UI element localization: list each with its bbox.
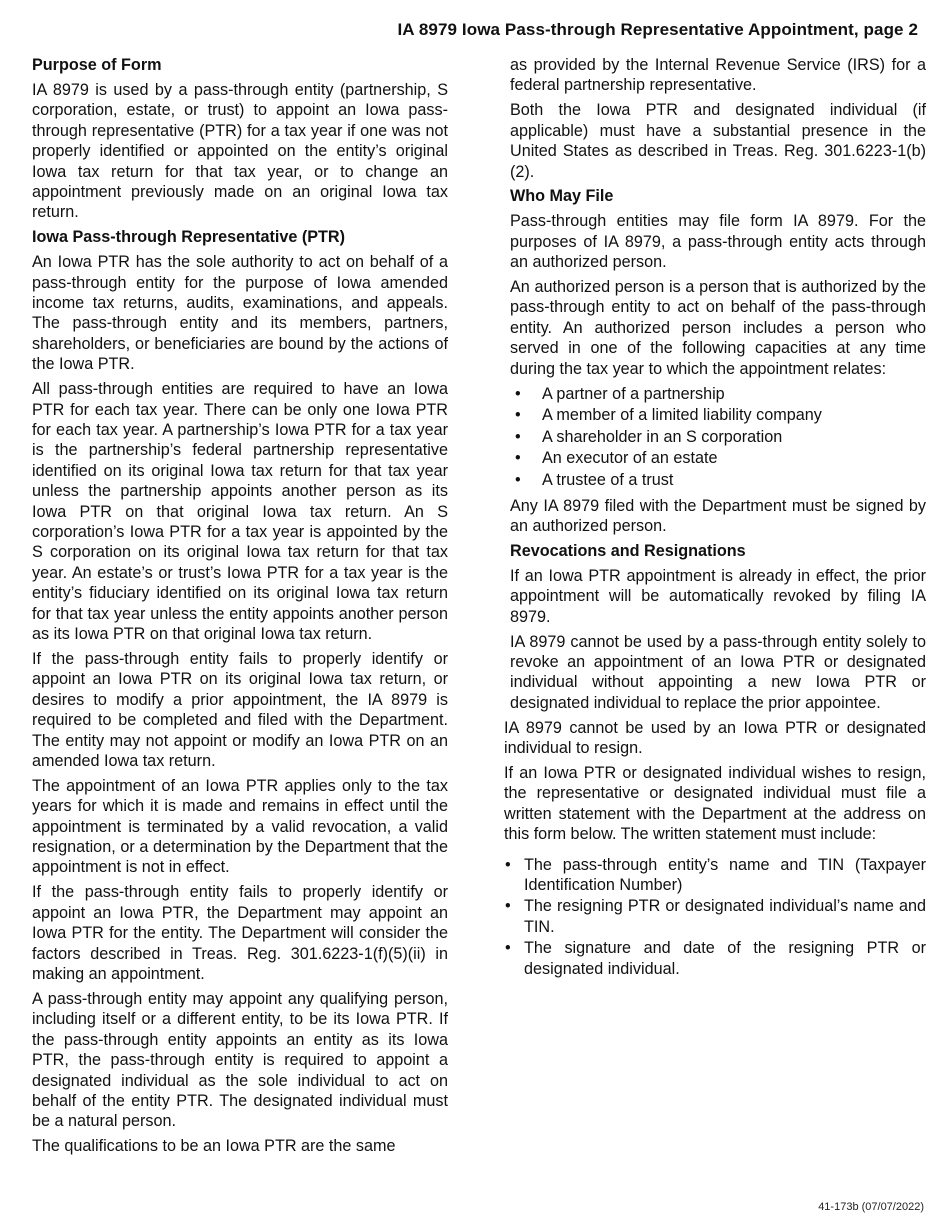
resignation-requirements-list [504,855,926,979]
paragraph: If an Iowa PTR appointment is already in effect, the prior appointment will be automatically revoked by filing IA 8979. [510,566,926,626]
list-item: • A trustee of a trust [510,470,926,492]
section-heading-revocations: Revocations and Resignations [510,541,746,560]
list-item: • A member of a limited liability company [510,405,926,427]
section-heading-purpose: Purpose of Form [32,56,162,74]
paragraph: A pass-through entity may appoint any qualifying person, including itself or a different entity, to be its Iowa PTR. If the pass-through entity appoints an entity as its Iowa PTR, the pass-through entity is required to appoint a designated individual as the sole individual to act on behalf of the entity PTR. The designated individual must be a natural person. [32,989,448,1131]
paragraph: If the pass-through entity fails to properly identify or appoint an Iowa PTR on its original Iowa tax return, or desires to modify a prior appointment, the IA 8979 is required to be completed and filed with the Department. The entity may not appoint or modify an Iowa PTR on an amended Iowa tax return. [32,649,448,770]
list-item: • An executor of an estate [510,448,926,470]
paragraph: IA 8979 cannot be used by an Iowa PTR or designated individual to resign. [504,718,926,758]
indented-block [504,55,926,713]
form-revision-code: 41-173b (07/07/2022) [818,1201,924,1213]
paragraph: Pass-through entities may file form IA 8979. For the purposes of IA 8979, a pass-through entity acts through an authorized person. [510,212,926,272]
section-heading-iowa-ptr: Iowa Pass-through Representative (PTR) [32,228,346,247]
paragraph: The appointment of an Iowa PTR applies only to the tax years for which it is made and remains in effect until the appointment is terminated by a valid revocation, a valid resignation, or a determination by the Department that the appointment is not in effect. [32,776,448,877]
left-column [32,55,448,1161]
capacities-list [510,384,926,492]
paragraph: The qualifications to be an Iowa PTR are the same [32,1137,396,1156]
list-item: • A shareholder in an S corporation [510,427,926,449]
paragraph: If the pass-through entity fails to properly identify or appoint an Iowa PTR, the Department may appoint an Iowa PTR for the entity. The Department will consider the factors described in Treas. Reg. 301.6223-1(f)(5)(ii) in making an appointment. [32,883,448,983]
paragraph: An authorized person is a person that is authorized by the pass-through entity to act on behalf of the pass-through entity. An authorized person includes a person who served in one of the following capacities at any time during the tax year to which the appointment relates: [510,278,926,378]
paragraph: Any IA 8979 filed with the Department must be signed by an authorized person. [510,496,926,535]
page-title: IA 8979 Iowa Pass-through Representative Appointment, page 2 [397,20,918,39]
paragraph: as provided by the Internal Revenue Service (IRS) for a federal partnership representative. [510,56,926,95]
list-item: • The signature and date of the resigning PTR or designated individual. [504,938,926,979]
paragraph: If an Iowa PTR or designated individual wishes to resign, the representative or designated individual must file a written statement with the Department at the address on this form below. The written statement must include: [504,763,926,844]
list-item: • The resigning PTR or designated individual’s name and TIN. [504,896,926,937]
list-item: • A partner of a partnership [510,384,926,406]
right-column [504,55,926,980]
paragraph: Both the Iowa PTR and designated individual (if applicable) must have a substantial presence in the United States as described in Treas. Reg. 301.6223-1(b)(2). [510,101,926,181]
paragraph: All pass-through entities are required to have an Iowa PTR for each tax year. There can be only one Iowa PTR for each tax year. A partnership’s Iowa PTR for a tax year is the partnership’s federal partnership representative identified on its original Iowa tax return for that tax year unless the partnership appoints another person as its Iowa PTR on that original Iowa tax return. An S corporation’s Iowa PTR for a tax year is appointed by the S corporation on its original Iowa tax return for that tax year. An estate’s or trust’s Iowa PTR for a tax year is the entity’s fiduciary identified on its original Iowa tax return for that tax year unless the entity appoints another person as its Iowa PTR on that original Iowa tax return. [32,380,448,643]
section-heading-who-may-file: Who May File [510,187,614,206]
list-item: • The pass-through entity’s name and TIN (Taxpayer Identification Number) [504,855,926,896]
paragraph: An Iowa PTR has the sole authority to act on behalf of a pass-through entity for the purpose of Iowa amended income tax returns, audits, examinations, and appeals. The pass-through entity and its members, partners, shareholders, or beneficiaries are bound by the actions of the Iowa PTR. [32,253,448,374]
paragraph: IA 8979 cannot be used by a pass-through entity solely to revoke an appointment of an Iowa PTR or designated individual without appointing a new Iowa PTR or designated individual to replace the prior appointee. [510,632,926,712]
paragraph: IA 8979 is used by a pass-through entity (partnership, S corporation, estate, or trust) to appoint an Iowa pass-through representative (PTR) for a tax year if one was not properly identified or appointed on the entity’s original Iowa tax return for that tax year, or to change an appointment previously made on an original Iowa tax return. [32,80,448,222]
